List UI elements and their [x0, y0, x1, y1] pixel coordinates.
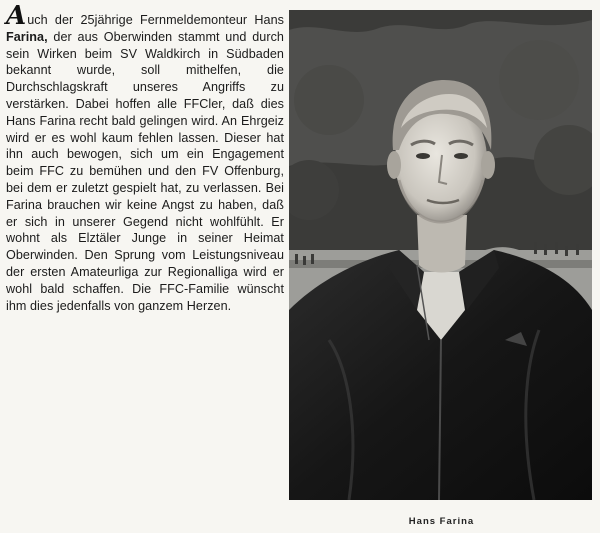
player-name-bold: Farina, [6, 29, 48, 44]
photo-caption: Hans Farina [408, 516, 475, 527]
article-text-intro: uch der 25jährige Fernmeldemonteur Hans [27, 13, 284, 27]
player-portrait-photo [289, 10, 592, 500]
article-text-body: der aus Oberwinden stammt und durch sein Wirken beim SV Waldkirch in Südbaden bekannt wurde, soll mithelfen, die Durchschlagskraft unseres Angriffs zu verstärken. Dabei hoffen alle FFCler, daß dies Hans Farina recht bald gelingen wird. An Ehrgeiz wird er es wohl kaum fehlen lassen. Dieser hat ihn auch bewogen, sich um ein Engagement beim FFC zu bemühen und den FV Offenburg, bei dem er zuletzt gespielt hat, zu verlassen. Bei Farina brauchen wir keine Angst zu haben, daß er sich in unserer Gegend nicht wohlfühlt. Er wohnt als Elztäler Junge in seiner Heimat Oberwinden. Den Sprung vom Leistungsniveau der ersten Amateurliga zur Regionalliga wird er wohl bald schaffen. Die FFC-Familie wünscht ihm dies jedenfalls von ganzem Herzen. [6, 29, 284, 313]
drop-cap: A [6, 1, 27, 31]
portrait-illustration [289, 10, 592, 500]
article-text [6, 1, 284, 314]
article-paragraph [6, 1, 284, 314]
